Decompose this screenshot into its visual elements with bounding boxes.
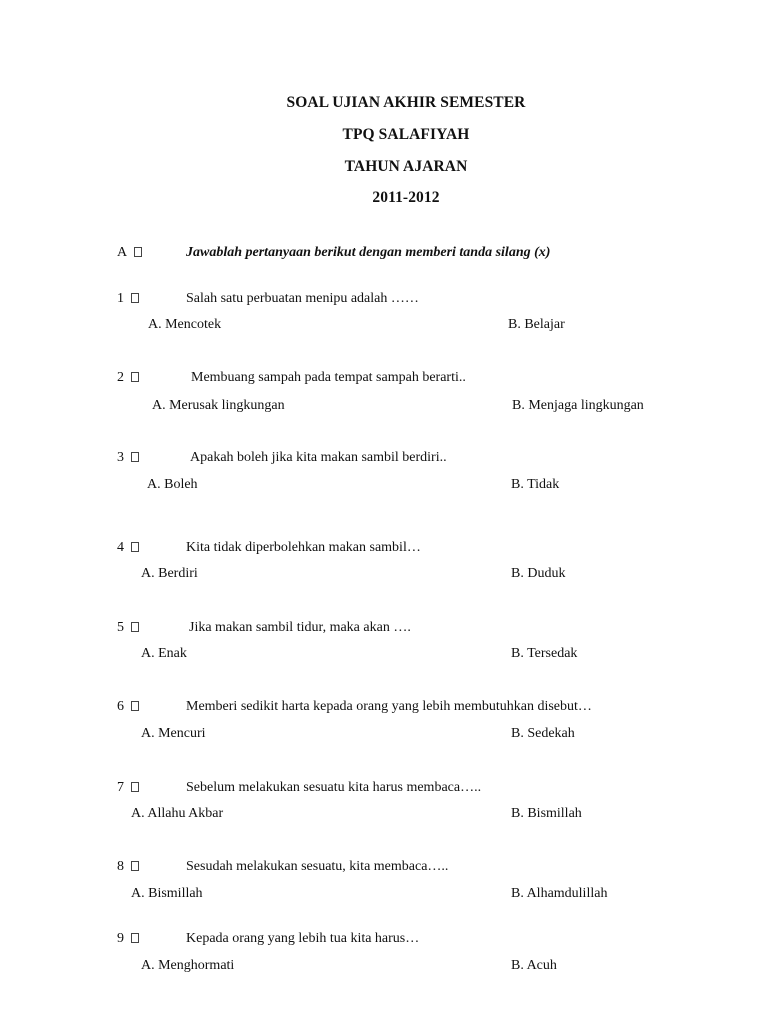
school-name: TPQ SALAFIYAH (342, 126, 470, 143)
option-a: A. Mencotek (148, 317, 222, 332)
question-3 (117, 450, 717, 492)
question-4 (117, 540, 717, 581)
missing-glyph-icon (134, 247, 142, 257)
option-a: A. Enak (141, 646, 187, 661)
question-number: 5 (117, 620, 139, 636)
question-number: 2 (117, 370, 139, 386)
missing-glyph-icon (131, 701, 139, 711)
question-text: Jika makan sambil tidur, maka akan …. (189, 620, 411, 635)
option-b: B. Sedekah (511, 726, 575, 741)
question-text: Salah satu perbuatan menipu adalah …… (186, 291, 419, 306)
question-text: Sebelum melakukan sesuatu kita harus membaca….. (186, 780, 482, 795)
question-text: Kita tidak diperbolehkan makan sambil… (186, 540, 421, 555)
option-a: A. Mencuri (141, 726, 206, 741)
question-text: Membuang sampah pada tempat sampah berarti.. (191, 370, 466, 385)
question-number: 7 (117, 780, 139, 796)
question-number: 4 (117, 540, 139, 556)
option-b: B. Alhamdulillah (511, 886, 608, 901)
option-a: A. Bismillah (131, 886, 203, 901)
question-number: 8 (117, 859, 139, 875)
question-text: Apakah boleh jika kita makan sambil berdiri.. (190, 450, 447, 465)
missing-glyph-icon (131, 452, 139, 462)
section-instruction: Jawablah pertanyaan berikut dengan memberi tanda silang (x) (186, 245, 551, 260)
question-number: 9 (117, 931, 139, 947)
question-8 (117, 859, 717, 901)
option-b: B. Acuh (511, 958, 557, 973)
option-a: A. Berdiri (141, 566, 198, 581)
question-number: 3 (117, 450, 139, 466)
missing-glyph-icon (131, 622, 139, 632)
option-a: A. Merusak lingkungan (152, 398, 285, 413)
option-a: A. Boleh (147, 477, 198, 492)
question-1 (117, 291, 717, 332)
missing-glyph-icon (131, 782, 139, 792)
exam-title: SOAL UJIAN AKHIR SEMESTER (286, 94, 526, 111)
missing-glyph-icon (131, 933, 139, 943)
question-number: 1 (117, 291, 139, 307)
question-6 (117, 699, 717, 741)
option-b: B. Tidak (511, 477, 560, 492)
option-a: A. Allahu Akbar (131, 806, 224, 821)
missing-glyph-icon (131, 293, 139, 303)
missing-glyph-icon (131, 372, 139, 382)
question-text: Kepada orang yang lebih tua kita harus… (186, 931, 420, 946)
question-9 (117, 931, 717, 973)
academic-year-label: TAHUN AJARAN (344, 158, 468, 175)
option-b: B. Menjaga lingkungan (512, 398, 644, 413)
section-marker: A (117, 245, 142, 261)
option-b: B. Belajar (508, 317, 565, 332)
question-number: 6 (117, 699, 139, 715)
question-5 (117, 620, 717, 661)
missing-glyph-icon (131, 542, 139, 552)
option-b: B. Tersedak (511, 646, 578, 661)
question-2 (117, 370, 717, 413)
question-7 (117, 780, 717, 821)
option-b: B. Duduk (511, 566, 566, 581)
section-a (117, 245, 717, 265)
question-text: Sesudah melakukan sesuatu, kita membaca….. (186, 859, 449, 874)
option-a: A. Menghormati (141, 958, 235, 973)
missing-glyph-icon (131, 861, 139, 871)
option-b: B. Bismillah (511, 806, 582, 821)
academic-year: 2011-2012 (372, 189, 440, 206)
question-text: Memberi sedikit harta kepada orang yang lebih membutuhkan disebut… (186, 699, 592, 714)
